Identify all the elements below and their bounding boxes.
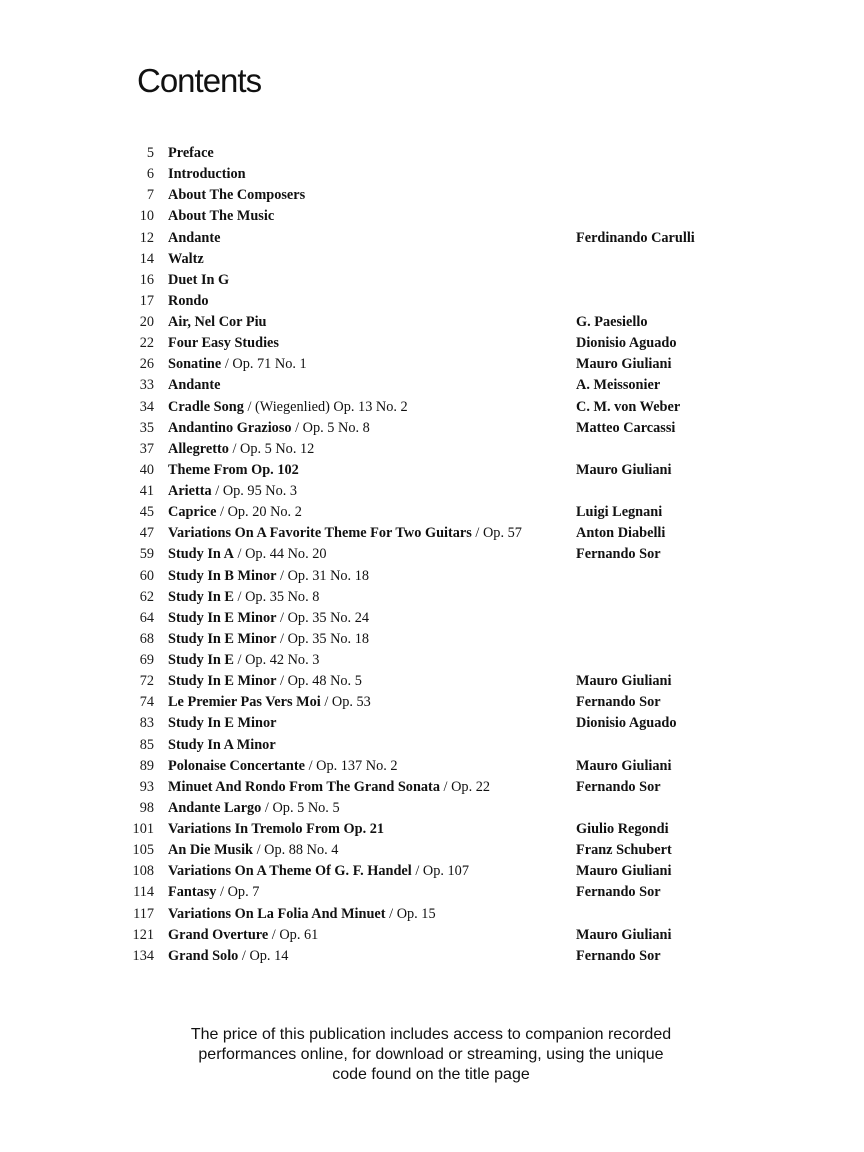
toc-page-number: 74 [139,694,154,711]
toc-entry[interactable] [0,777,864,798]
toc-piece-name: Variations On La Folia And Minuet [168,905,386,922]
toc-piece-name: Grand Solo [168,947,239,964]
toc-page-number: 98 [139,799,154,816]
toc-opus: Op. 137 No. 2 [316,757,398,774]
toc-title [168,925,318,946]
toc-piece-name: Study In A Minor [168,736,276,753]
toc-title [168,185,305,206]
toc-opus: Op. 14 [249,947,289,964]
toc-piece-name: Study In E Minor [168,630,277,647]
toc-piece-name: Air, Nel Cor Piu [168,314,267,330]
toc-separator: / [280,673,285,690]
toc-separator: / [237,652,242,668]
toc-page-number: 85 [139,736,154,753]
toc-title [168,439,314,460]
toc-piece-name: Fantasy [168,884,217,901]
toc-separator: / [264,799,269,816]
toc-composer: Mauro Giuliani [576,757,672,774]
toc-composer: Fernando Sor [576,884,661,901]
toc-piece-name: Arietta [168,483,212,499]
toc-piece-name: Variations In Tremolo From Op. 21 [168,821,385,837]
toc-composer: A. Meissonier [576,377,661,394]
toc-piece-name: Caprice [168,504,217,521]
toc-separator: / [280,630,285,647]
toc-piece-name: Duet In G [168,271,230,288]
toc-title [168,671,362,692]
toc-entry[interactable] [0,375,864,396]
toc-piece-name: Study In A [168,546,234,563]
toc-piece-name: Study In E Minor [168,673,277,690]
toc-title [168,882,259,903]
toc-title [168,164,246,185]
toc-page-number: 83 [139,715,154,732]
toc-entry[interactable] [0,756,864,777]
toc-separator: / [237,546,242,563]
toc-page-number: 114 [133,884,154,901]
toc-entry[interactable] [0,861,864,882]
toc-piece-name: Minuet And Rondo From The Grand Sonata [168,778,440,795]
toc-entry[interactable] [0,925,864,946]
toc-title [168,291,209,312]
toc-opus: Op. 5 No. 12 [240,440,315,457]
toc-separator: / [232,440,237,457]
toc-entry[interactable] [0,439,864,460]
toc-entry[interactable] [0,840,864,861]
toc-piece-name: Introduction [168,166,246,183]
toc-title [168,608,369,629]
toc-page-number: 14 [139,250,154,267]
toc-separator: / [308,757,313,774]
toc-piece-name: Four Easy Studies [168,335,279,352]
toc-opus: Op. 35 No. 24 [287,609,370,626]
toc-composer: Fernando Sor [576,778,661,795]
toc-page-number: 134 [132,947,154,964]
toc-separator: / [220,504,224,521]
toc-piece-name: Study In E Minor [168,715,277,732]
toc-title [168,354,307,375]
toc-piece-name: Study In E [168,652,234,668]
toc-page-number: 40 [139,461,154,478]
toc-entry[interactable] [0,882,864,903]
toc-opus: Op. 107 [422,863,469,880]
toc-page-number: 10 [139,208,154,225]
toc-entry[interactable] [0,566,864,587]
toc-page-number: 26 [139,356,154,373]
toc-title [168,819,384,840]
toc-entry[interactable] [0,164,864,185]
toc-piece-name: Study In E [168,588,234,605]
toc-piece-name: Andante [168,229,221,246]
toc-composer: Ferdinando Carulli [576,229,695,246]
toc-title [168,904,436,925]
page-title: Contents [137,62,262,99]
toc-separator: / [324,694,329,711]
toc-entry[interactable] [0,523,864,544]
toc-composer: Matteo Carcassi [576,419,676,436]
toc-opus: Op. 88 No. 4 [264,842,339,859]
toc-entry[interactable] [0,904,864,925]
toc-opus: Op. 7 [227,884,260,901]
toc-page-number: 121 [132,926,154,943]
toc-opus: Op. 95 No. 3 [222,483,298,499]
toc-entry[interactable] [0,228,864,249]
notice-line: code found on the title page [332,1066,530,1083]
toc-piece-name: Rondo [168,292,209,309]
toc-page-number: 33 [139,377,154,394]
toc-composer: Luigi Legnani [576,504,663,521]
toc-composer: Mauro Giuliani [576,461,672,478]
toc-piece-name: Andante Largo [168,799,262,816]
toc-piece-name: Andante [168,377,221,394]
toc-composer: Mauro Giuliani [576,863,672,880]
toc-opus: Op. 22 [451,778,491,795]
toc-entry[interactable] [0,650,864,671]
toc-piece-name: Preface [168,145,214,161]
toc-page-number: 17 [139,292,154,309]
toc-title [168,481,297,502]
toc-piece-name: Study In E Minor [168,609,277,626]
toc-entry[interactable] [0,312,864,333]
toc-title [168,692,371,713]
toc-title [168,143,214,164]
toc-opus: Op. 61 [279,926,319,943]
toc-separator: / [475,525,480,542]
toc-title [168,566,369,587]
toc-composer: Mauro Giuliani [576,673,672,690]
table-of-contents [0,143,864,967]
toc-title [168,946,288,967]
toc-title [168,861,469,882]
toc-separator: / [220,884,225,901]
toc-piece-name: An Die Musik [168,842,253,859]
toc-page-number: 5 [146,145,154,161]
toc-page-number: 37 [139,440,154,457]
toc-title [168,375,220,396]
notice-line: performances online, for download or streaming, using the unique [198,1046,664,1063]
toc-separator: / [295,419,300,436]
toc-entry[interactable] [0,481,864,502]
toc-opus: Op. 35 No. 8 [245,588,320,605]
toc-entry[interactable] [0,185,864,206]
toc-title [168,418,370,439]
toc-entry[interactable] [0,418,864,439]
toc-opus: Op. 5 No. 8 [302,419,370,436]
toc-opus: Op. 5 No. 5 [272,799,340,816]
toc-composer: Fernando Sor [576,694,661,711]
toc-page-number: 45 [139,504,154,521]
toc-opus: Op. 35 No. 18 [287,630,370,647]
toc-entry[interactable] [0,692,864,713]
toc-page-number: 105 [132,842,154,859]
notice-line: The price of this publication includes access to companion recorded [190,1026,672,1043]
toc-page-number: 64 [139,609,154,626]
toc-opus: Op. 57 [482,525,522,542]
toc-entry[interactable] [0,798,864,819]
toc-page-number: 12 [139,229,154,246]
toc-title [168,735,276,756]
toc-page-number: 108 [132,863,154,880]
toc-entry[interactable] [0,629,864,650]
toc-title [168,228,220,249]
toc-entry[interactable] [0,671,864,692]
toc-title [168,713,276,734]
toc-page-number: 6 [146,166,154,183]
toc-entry[interactable] [0,819,864,840]
toc-composer: Mauro Giuliani [576,356,672,373]
toc-opus: Op. 48 No. 5 [287,673,362,690]
toc-opus: Op. 20 No. 2 [227,504,302,521]
toc-entry[interactable] [0,291,864,312]
toc-page-number: 22 [139,335,154,352]
toc-entry[interactable] [0,544,864,565]
toc-page-number: 60 [139,567,154,584]
toc-page-number: 59 [139,546,154,563]
toc-page-number: 117 [133,905,154,922]
toc-separator: / [280,609,285,626]
toc-entry[interactable] [0,206,864,227]
toc-page-number: 34 [139,398,154,415]
toc-page-number: 72 [139,673,154,690]
toc-piece-name: Sonatine [168,356,222,373]
toc-composer: Dionisio Aguado [576,335,677,352]
toc-entry[interactable] [0,397,864,418]
toc-separator: / [256,842,261,859]
toc-page-number: 20 [139,314,154,330]
toc-separator: / [215,483,220,499]
toc-separator: / [241,947,246,964]
toc-title [168,756,398,777]
toc-title [168,650,319,671]
toc-separator: / [443,778,448,795]
toc-entry[interactable] [0,587,864,608]
toc-separator: / [389,905,394,922]
toc-separator: / [237,588,242,605]
toc-opus: Op. 53 [331,694,371,711]
toc-piece-name: Variations On A Theme Of G. F. Handel [168,863,412,880]
toc-title [168,333,279,354]
toc-page-number: 62 [139,588,154,605]
toc-title [168,270,229,291]
toc-composer: Fernando Sor [576,546,661,563]
toc-opus: (Wiegenlied) Op. 13 No. 2 [255,398,408,415]
toc-piece-name: Le Premier Pas Vers Moi [168,694,321,711]
toc-title [168,587,319,608]
toc-piece-name: About The Composers [168,187,306,204]
toc-entry[interactable] [0,333,864,354]
toc-entry[interactable] [0,946,864,967]
toc-piece-name: Waltz [168,250,204,267]
toc-entry[interactable] [0,270,864,291]
toc-entry[interactable] [0,143,864,164]
toc-title [168,777,490,798]
toc-page-number: 69 [139,652,154,668]
toc-composer: G. Paesiello [576,314,648,330]
toc-piece-name: Andantino Grazioso [168,419,292,436]
toc-title [168,502,302,523]
toc-title [168,460,299,481]
toc-page-number: 93 [139,778,154,795]
toc-composer: Fernando Sor [576,947,661,964]
toc-entry[interactable] [0,502,864,523]
toc-piece-name: Theme From Op. 102 [168,461,299,478]
toc-page-number: 41 [139,483,154,499]
toc-title [168,523,522,544]
toc-page-number: 7 [146,187,154,204]
toc-separator: / [280,567,285,584]
companion-audio-notice [0,1025,862,1085]
toc-title [168,312,267,333]
toc-piece-name: Polonaise Concertante [168,757,305,774]
toc-separator: / [224,356,229,373]
toc-entry[interactable] [0,460,864,481]
toc-entry[interactable] [0,249,864,270]
toc-separator: / [271,926,276,943]
toc-page-number: 68 [139,630,154,647]
toc-page-number: 16 [139,271,154,288]
toc-piece-name: About The Music [168,208,275,225]
toc-entry[interactable] [0,735,864,756]
toc-title [168,840,338,861]
toc-page-number: 89 [139,757,154,774]
toc-separator: / [247,398,252,415]
toc-page-number: 101 [132,821,154,837]
toc-composer: C. M. von Weber [576,398,681,415]
toc-page-number: 35 [139,419,154,436]
toc-entry[interactable] [0,608,864,629]
toc-title [168,249,204,270]
toc-composer: Dionisio Aguado [576,715,677,732]
toc-composer: Giulio Regondi [576,821,669,837]
toc-opus: Op. 42 No. 3 [245,652,320,668]
toc-piece-name: Allegretto [168,440,229,457]
toc-page-number: 47 [139,525,154,542]
toc-title [168,544,327,565]
toc-piece-name: Cradle Song [168,398,244,415]
toc-entry[interactable] [0,713,864,734]
toc-separator: / [415,863,420,880]
toc-composer: Anton Diabelli [576,525,666,542]
toc-opus: Op. 31 No. 18 [287,567,370,584]
toc-entry[interactable] [0,354,864,375]
toc-opus: Op. 15 [396,905,436,922]
toc-composer: Franz Schubert [576,842,672,859]
toc-composer: Mauro Giuliani [576,926,672,943]
toc-piece-name: Study In B Minor [168,567,277,584]
toc-piece-name: Variations On A Favorite Theme For Two Guitars [168,525,472,542]
toc-title [168,798,340,819]
toc-piece-name: Grand Overture [168,926,269,943]
toc-title [168,206,274,227]
toc-opus: Op. 71 No. 1 [232,356,307,373]
toc-title [168,629,369,650]
toc-title [168,397,408,418]
toc-opus: Op. 44 No. 20 [245,546,327,563]
